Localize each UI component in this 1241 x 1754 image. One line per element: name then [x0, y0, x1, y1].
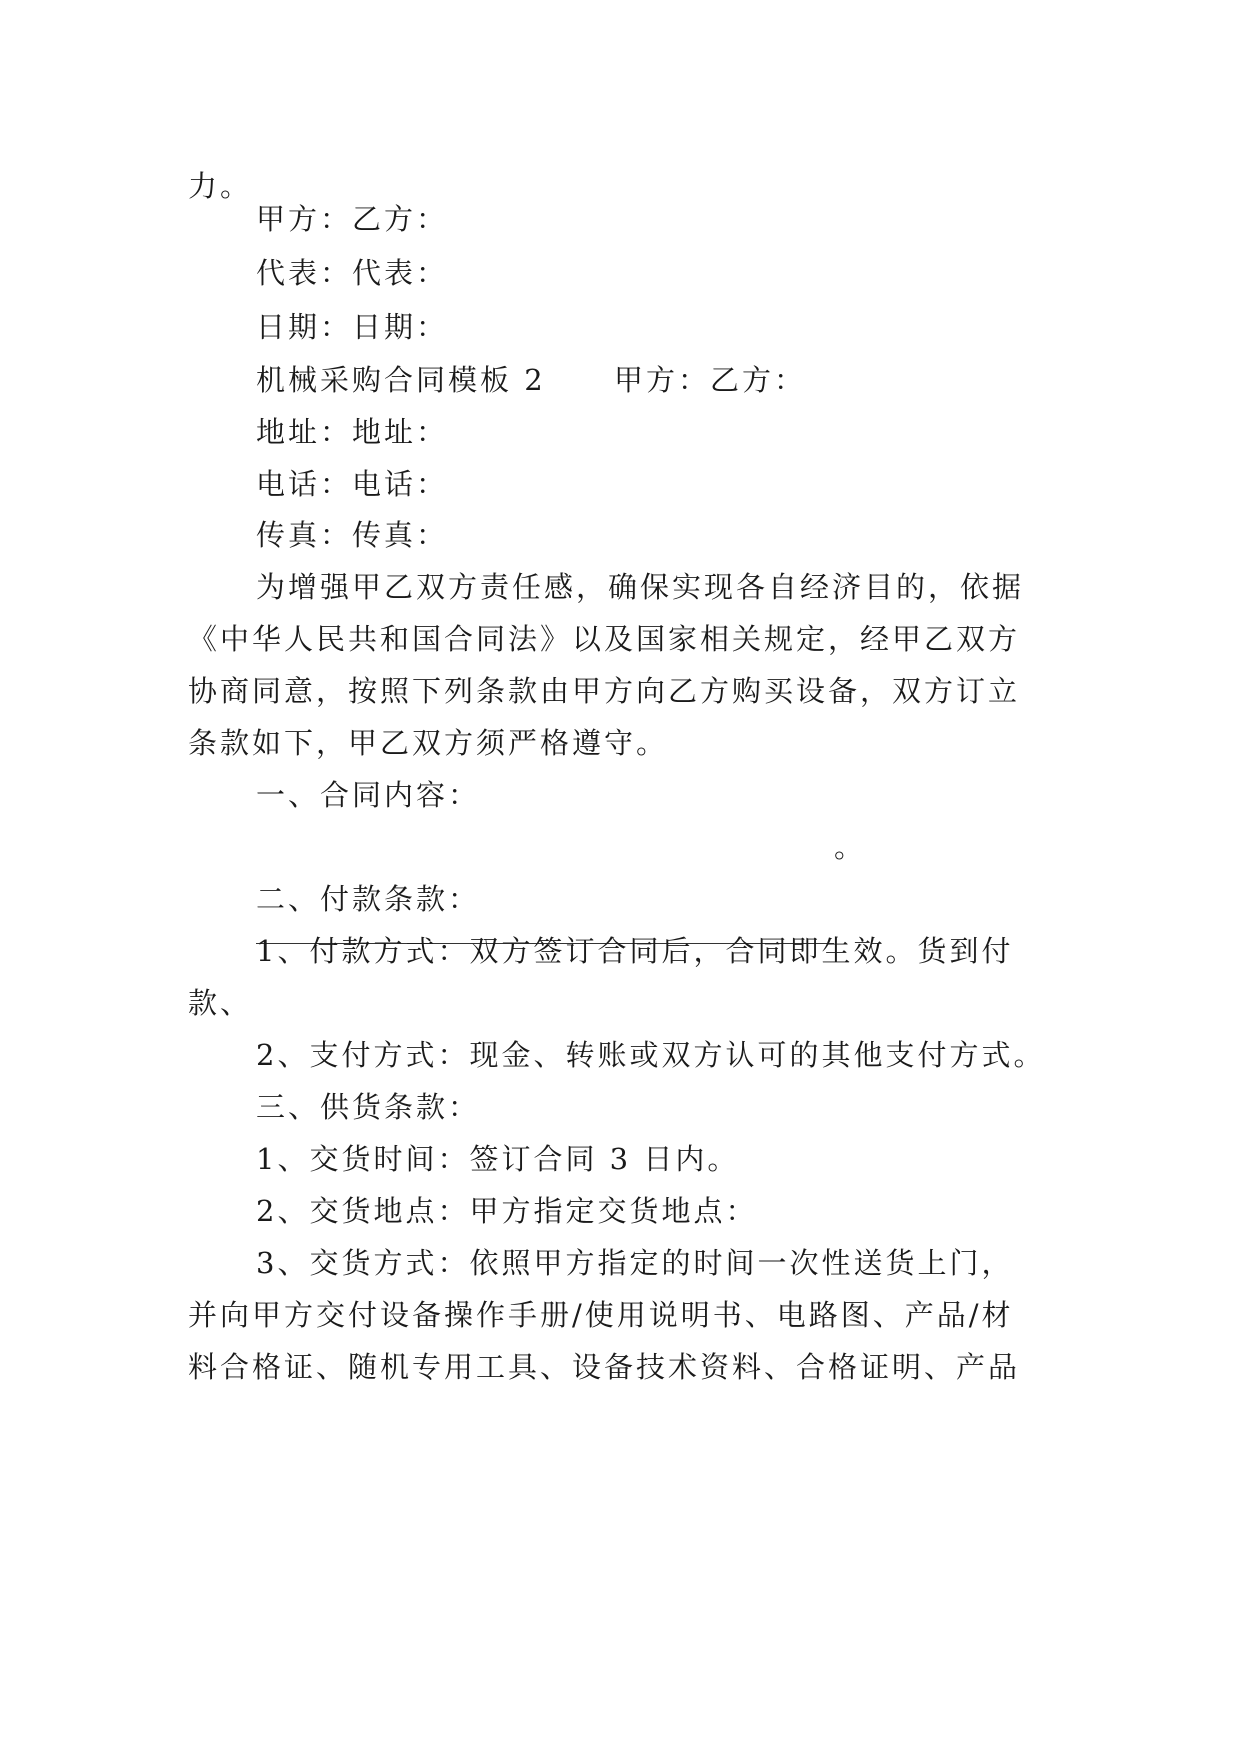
text-line: 2、支付方式：现金、转账或双方认可的其他支付方式。	[256, 1038, 1046, 1072]
paragraph-line: 条款如下，甲乙双方须严格遵守。	[188, 726, 669, 760]
paragraph-line: 《中华人民共和国合同法》以及国家相关规定，经甲乙双方	[188, 622, 1021, 656]
section-heading: 二、付款条款：	[256, 882, 481, 916]
paragraph-line: 协商同意，按照下列条款由甲方向乙方购买设备，双方订立	[188, 674, 1021, 708]
text-line: 并向甲方交付设备操作手册/使用说明书、电路图、产品/材	[188, 1298, 1014, 1332]
text-line: 款、	[188, 986, 253, 1020]
text-line: 电话：电话：	[256, 467, 449, 501]
text-line: 2、交货地点：甲方指定交货地点：	[256, 1194, 758, 1228]
text-line: 日期：日期：	[256, 310, 449, 344]
text-line: 1、付款方式：双方签订合同后，合同即生效。货到付	[256, 934, 1014, 968]
section-heading: 三、供货条款：	[256, 1090, 481, 1124]
text-line: 传真：传真：	[256, 518, 449, 552]
text-line: 料合格证、随机专用工具、设备技术资料、合格证明、产品	[188, 1350, 1021, 1384]
text-line: 3、交货方式：依照甲方指定的时间一次性送货上门，	[256, 1246, 1014, 1280]
section-title: 机械采购合同模板 2	[256, 363, 546, 397]
section-heading: 一、合同内容：	[256, 778, 481, 812]
blank-period: 。	[834, 830, 864, 864]
text-line: 1、交货时间：签订合同 3 日内。	[256, 1142, 740, 1176]
text-line: 地址：地址：	[256, 415, 449, 449]
party-header-right: 甲方：乙方：	[614, 363, 807, 397]
text-line: 代表：代表：	[256, 256, 449, 290]
text-line: 力。	[188, 169, 253, 203]
paragraph-line: 为增强甲乙双方责任感，确保实现各自经济目的，依据	[256, 570, 1025, 604]
text-line: 甲方：乙方：	[256, 202, 449, 236]
